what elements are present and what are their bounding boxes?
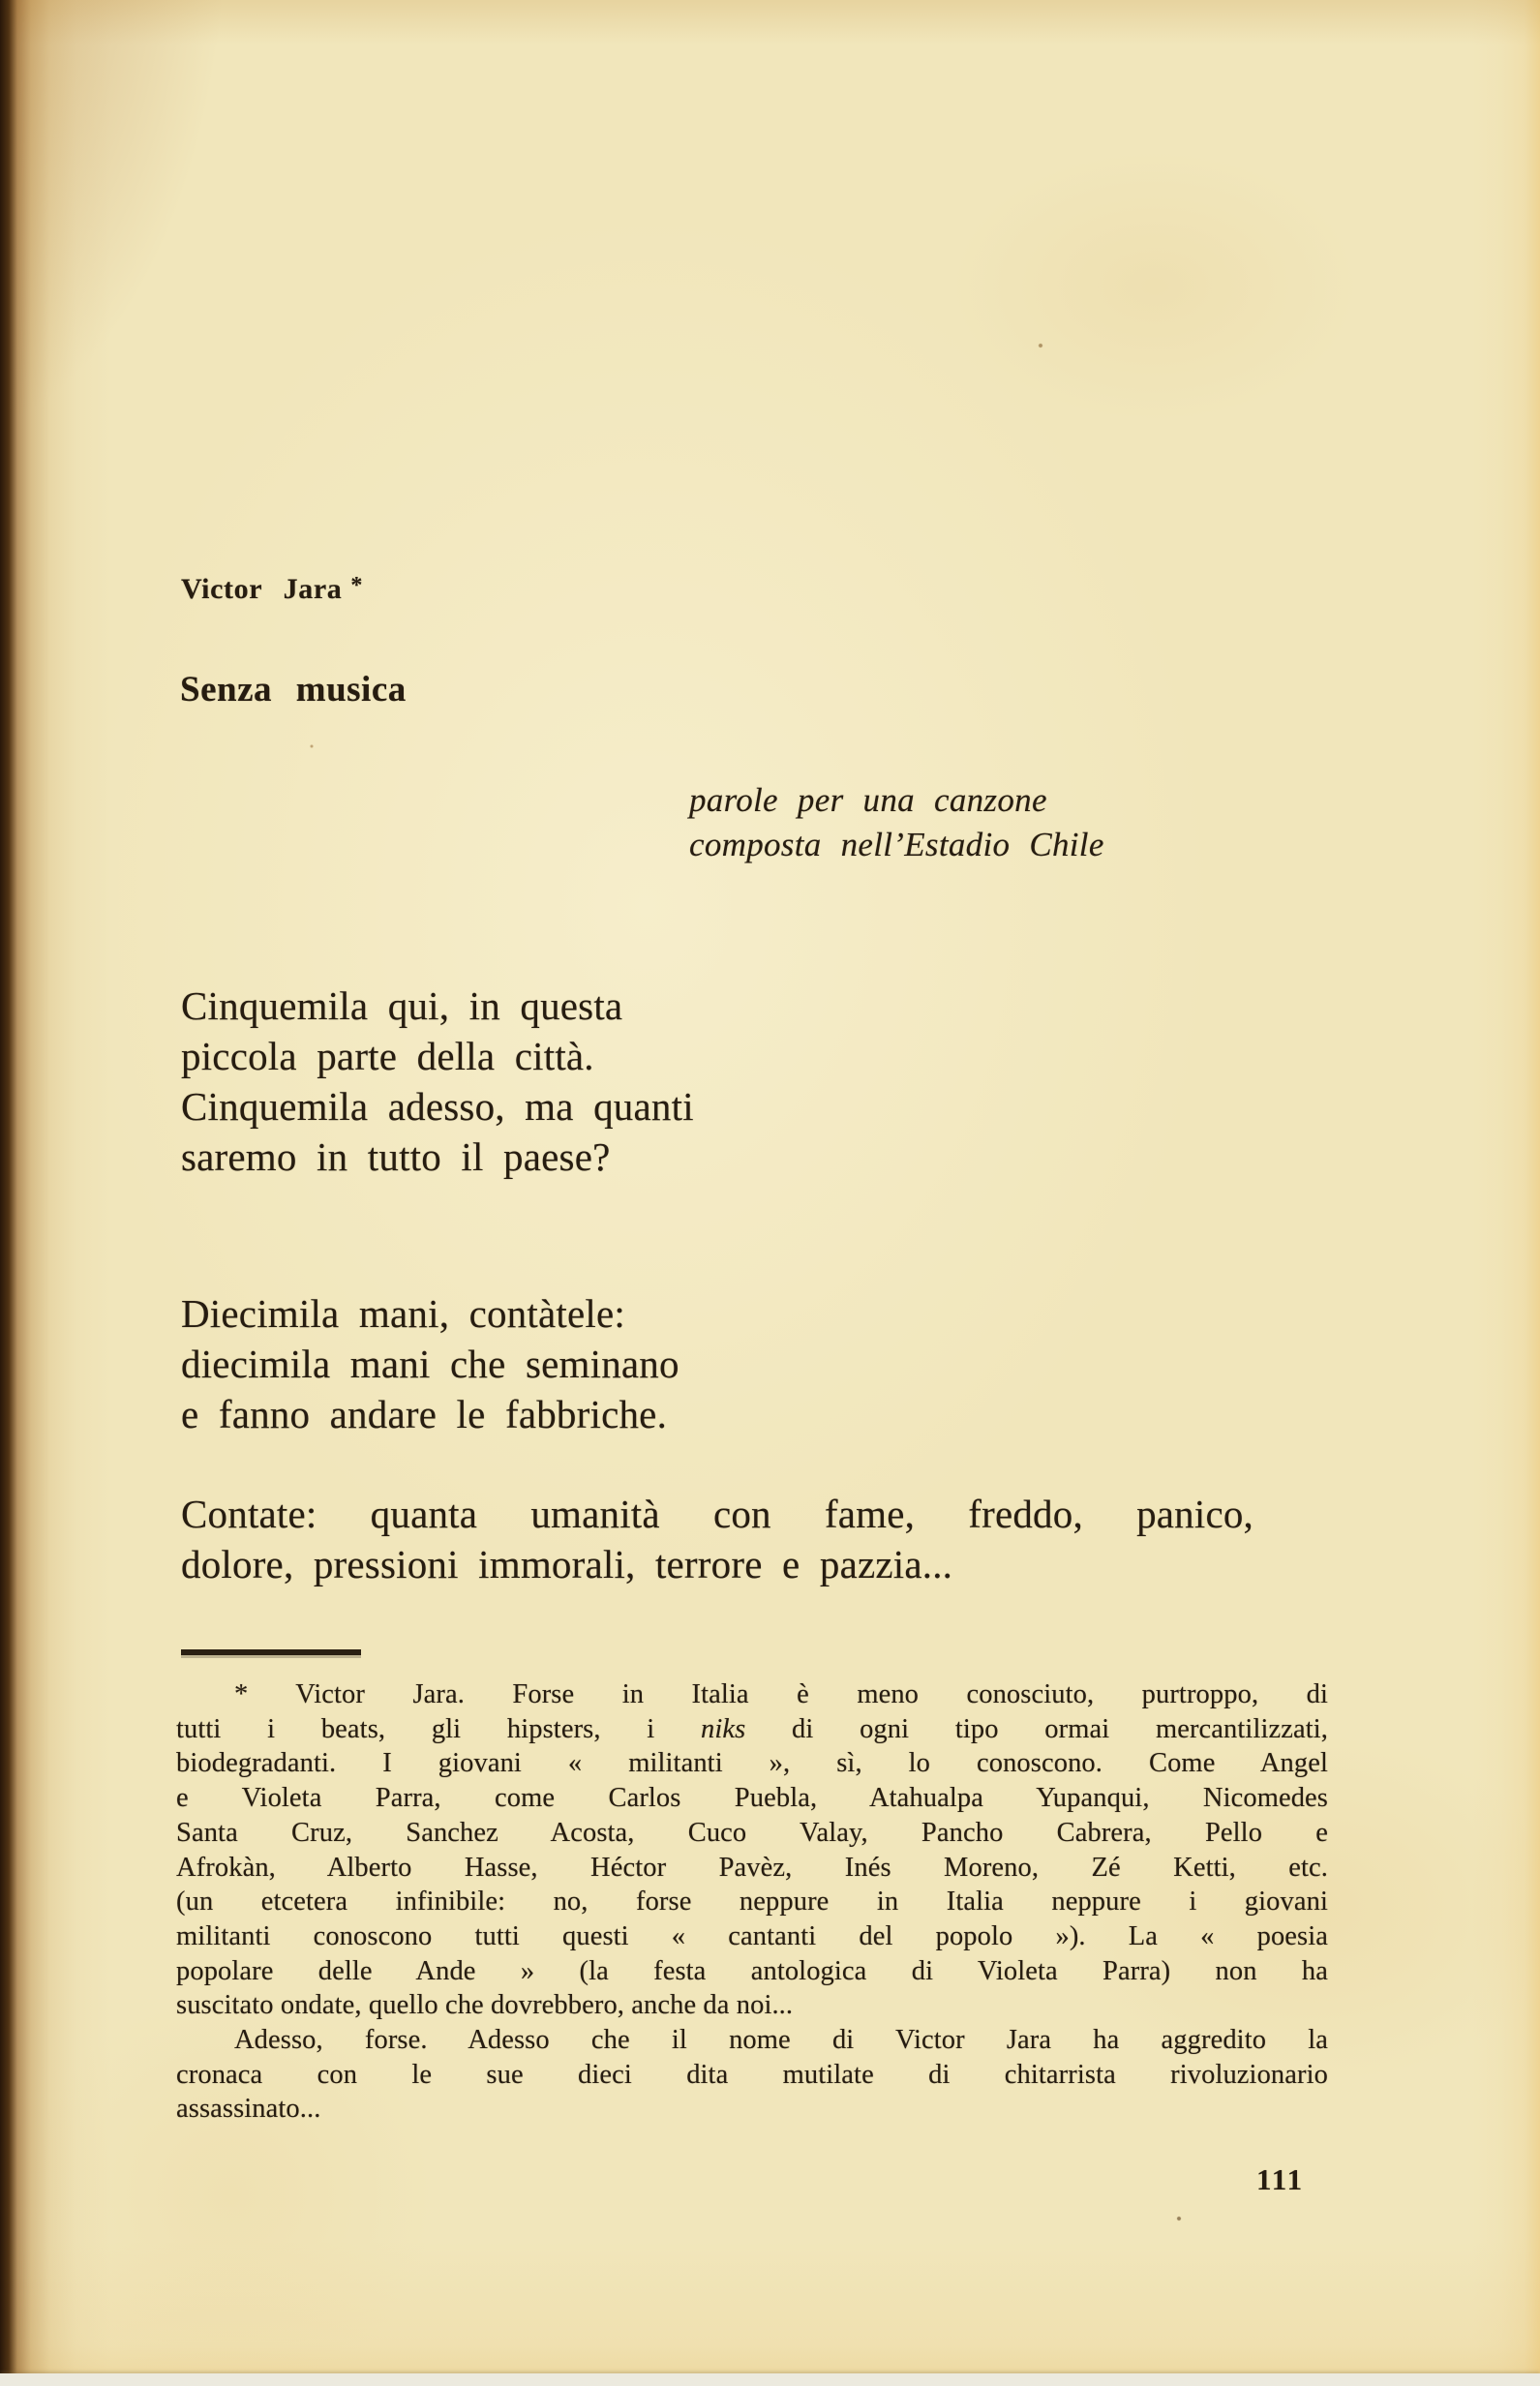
author-name: Victor Jara <box>181 573 343 605</box>
footnote-line: cronaca con le sue dieci dita mutilate di chitarrista rivoluzionario <box>176 2059 1328 2090</box>
poem-author <box>181 569 363 606</box>
epigraph <box>689 778 1104 867</box>
poem-line: saremo in tutto il paese? <box>181 1134 611 1179</box>
poem-stanza-2 <box>181 1288 679 1439</box>
footnote-text: tutti i beats, gli hipsters, i <box>176 1713 701 1744</box>
footnote-line: militanti conoscono tutti questi « cantanti del popolo »). La « poesia <box>176 1920 1328 1951</box>
page-number: 111 <box>1256 2162 1305 2196</box>
footnote-line: * Victor Jara. Forse in Italia è meno conosciuto, purtroppo, di <box>234 1679 1328 1709</box>
epigraph-line: parole per una canzone <box>689 781 1047 819</box>
footnote-line: Adesso, forse. Adesso che il nome di Victor Jara ha aggredito la <box>234 2025 1328 2056</box>
footnote-italic-word: niks <box>701 1713 746 1744</box>
poem-line: Contate: quanta umanità con fame, freddo, panico, <box>181 1492 1253 1536</box>
footnote-line: biodegradanti. I giovani « militanti », sì, lo conoscono. Come Angel <box>176 1748 1328 1779</box>
footnote-line: Santa Cruz, Sanchez Acosta, Cuco Valay, Pancho Cabrera, Pello e <box>176 1817 1328 1848</box>
poem-line: Cinquemila qui, in questa <box>181 983 623 1028</box>
footnote-line: suscitato ondate, quello che dovrebbero, anche da noi... <box>176 1990 794 2021</box>
poem-line: Cinquemila adesso, ma quanti <box>181 1084 694 1129</box>
footnote-marker-ref: * <box>350 573 363 598</box>
footnote-line: popolare delle Ande » (la festa antologica di Violeta Parra) non ha <box>176 1955 1328 1986</box>
footnote-rule <box>181 1649 361 1655</box>
footnote-line <box>176 1712 1328 1747</box>
poem-line: e fanno andare le fabbriche. <box>181 1392 668 1436</box>
poem-line: piccola parte della città. <box>181 1034 594 1078</box>
poem-stanza-1 <box>181 981 694 1182</box>
footnote <box>176 1677 1328 2127</box>
footnote-line: Afrokàn, Alberto Hasse, Héctor Pavèz, Inés Moreno, Zé Ketti, etc. <box>176 1852 1328 1883</box>
poem-stanza-3 <box>181 1489 1253 1589</box>
footnote-line: assassinato... <box>176 2094 321 2125</box>
scan-edge-strip <box>0 2373 1540 2386</box>
poem-line: diecimila mani che seminano <box>181 1342 679 1386</box>
footnote-line: e Violeta Parra, come Carlos Puebla, Atahualpa Yupanqui, Nicomedes <box>176 1783 1328 1814</box>
poem-line: dolore, pressioni immorali, terrore e pazzia... <box>181 1542 953 1586</box>
poem-title: Senza musica <box>180 670 407 710</box>
poem-line: Diecimila mani, contàtele: <box>181 1291 625 1336</box>
footnote-line: (un etcetera infinibile: no, forse neppure in Italia neppure i giovani <box>176 1887 1328 1918</box>
epigraph-line: composta nell’Estadio Chile <box>689 826 1104 863</box>
footnote-text: di ogni tipo ormai mercantilizzati, <box>745 1713 1328 1744</box>
